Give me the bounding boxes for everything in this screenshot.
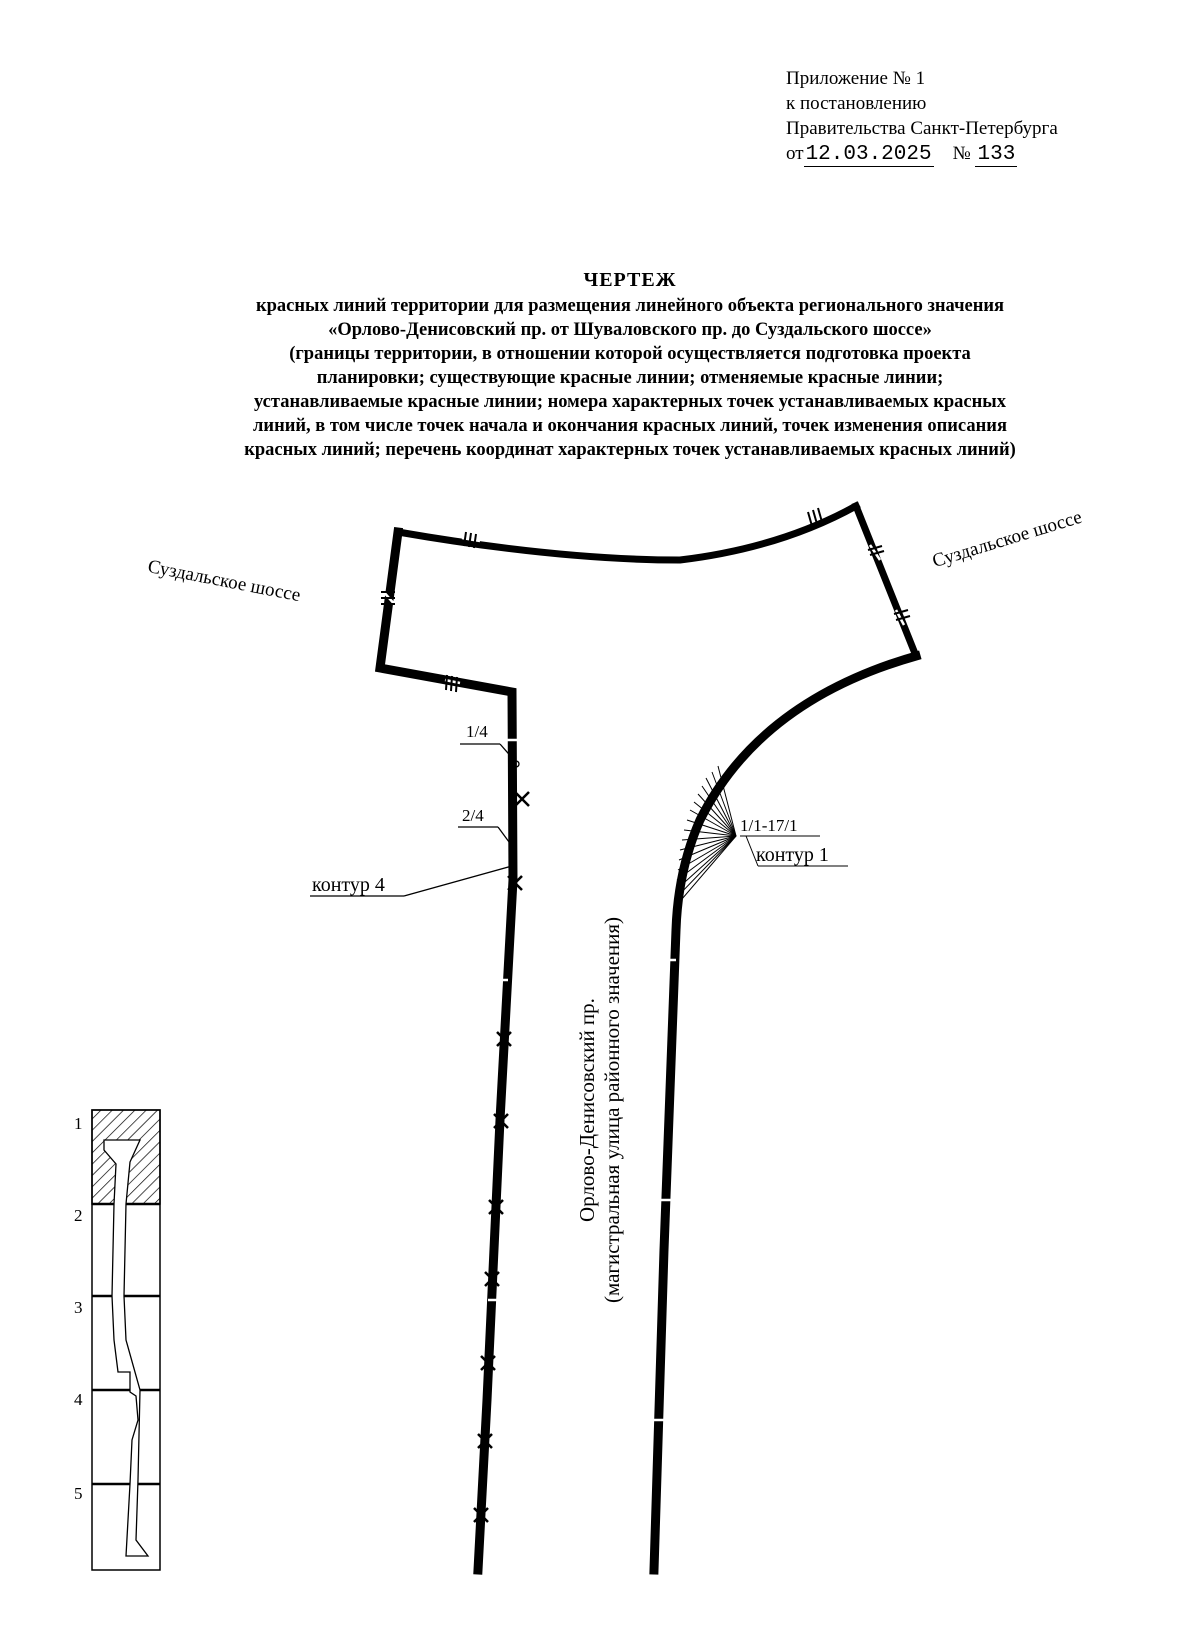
title-line: «Орлово-Денисовский пр. от Шуваловского пр. до Суздальского шоссе» xyxy=(328,320,932,340)
index-sheet-number: 3 xyxy=(74,1298,83,1317)
points-range-label: 1/1-17/1 xyxy=(740,816,798,835)
point-label-2-4: 2/4 xyxy=(462,806,484,825)
index-sheet-number: 1 xyxy=(74,1114,83,1133)
number-value: 133 xyxy=(977,143,1016,166)
hatch-marks xyxy=(381,508,910,692)
title-line: линий, в том числе точек начала и окончания красных линий, точек изменения описания xyxy=(253,416,1007,436)
appendix-resolution: к постановлению xyxy=(786,93,927,114)
date-prefix: от xyxy=(786,143,804,164)
title-main: ЧЕРТЕЖ xyxy=(583,269,677,291)
number-prefix: № xyxy=(952,143,971,164)
index-sheet-number: 2 xyxy=(74,1206,83,1225)
title-line: устанавливаемые красные линии; номера характерных точек устанавливаемых красных xyxy=(253,392,1006,412)
main-road-type: (магистральная улица районного значения) xyxy=(600,916,624,1304)
road-label-right: Суздальское шоссе xyxy=(930,506,1085,573)
date-value: 12.03.2025 xyxy=(805,143,932,166)
appendix-title: Приложение № 1 xyxy=(786,68,926,89)
title-line: (границы территории, в отношении которой осуществляется подготовка проекта xyxy=(289,344,971,364)
title-line: красных линий; перечень координат характерных точек устанавливаемых красных линий) xyxy=(244,440,1016,460)
appendix-government: Правительства Санкт-Петербурга xyxy=(786,118,1058,139)
index-sheet-number: 4 xyxy=(74,1390,83,1409)
title-line: планировки; существующие красные линии; отменяемые красные линии; xyxy=(316,368,944,388)
right-boundary-line xyxy=(856,506,916,656)
title-line: красных линий территории для размещения линейного объекта регионального значения xyxy=(255,296,1005,316)
main-road-label xyxy=(575,917,625,1303)
contour-1-label: контур 1 xyxy=(756,844,829,866)
line-gaps xyxy=(382,514,904,1420)
road-label-left: Суздальское шоссе xyxy=(145,556,303,607)
right-red-line xyxy=(654,656,916,1570)
index-map xyxy=(92,1110,160,1570)
contour-4-label: контур 4 xyxy=(312,874,385,896)
main-road-name: Орлово-Денисовский пр. xyxy=(575,998,599,1222)
right-fan-leaders xyxy=(676,766,848,906)
point-label-1-4: 1/4 xyxy=(466,722,488,741)
index-sheet-number: 5 xyxy=(74,1484,83,1503)
